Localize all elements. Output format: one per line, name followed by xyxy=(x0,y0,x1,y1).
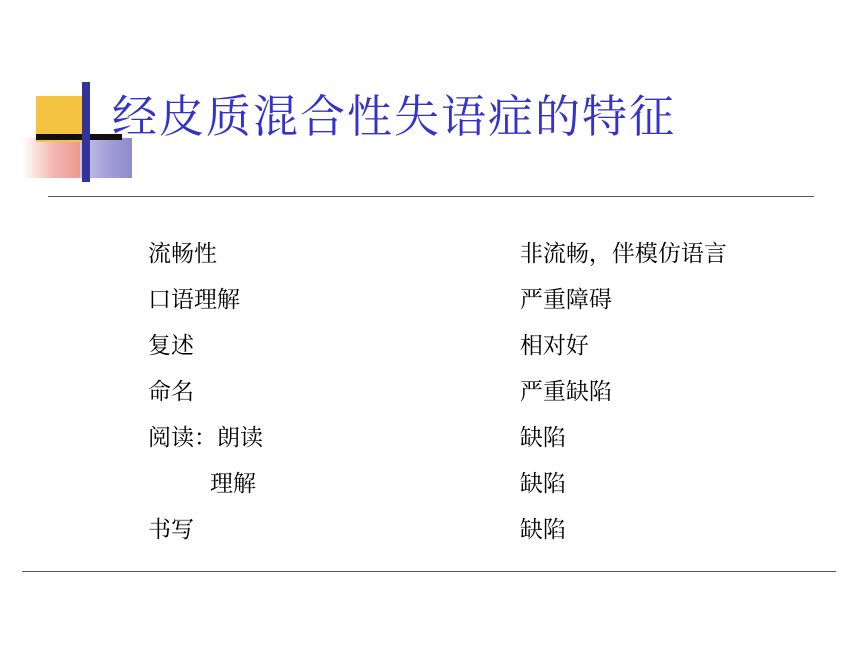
row-value: 相对好 xyxy=(519,332,589,359)
feature-table xyxy=(148,228,788,550)
row-value: 严重缺陷 xyxy=(519,378,612,405)
row-value: 缺陷 xyxy=(519,470,566,497)
table-row xyxy=(148,458,788,504)
row-value: 非流畅，伴模仿语言 xyxy=(519,240,727,267)
row-term: 流畅性 xyxy=(148,240,217,267)
ornament-horizontal-bar xyxy=(36,134,122,140)
row-term: 书写 xyxy=(148,516,194,543)
table-row xyxy=(148,228,788,274)
ornament-pink-gradient xyxy=(22,138,80,178)
table-row xyxy=(148,366,788,412)
footer-divider xyxy=(22,571,836,572)
ornament-vertical-bar xyxy=(82,82,90,182)
slide-title: 经皮质混合性失语症的特征 xyxy=(112,90,677,143)
table-row xyxy=(148,412,788,458)
table-row xyxy=(148,274,788,320)
table-row xyxy=(148,320,788,366)
title-divider xyxy=(48,196,814,197)
row-term: 理解 xyxy=(210,470,256,497)
table-row xyxy=(148,504,788,550)
row-term: 口语理解 xyxy=(148,286,240,313)
row-value: 严重障碍 xyxy=(519,286,612,313)
row-term: 命名 xyxy=(148,378,194,405)
row-value: 缺陷 xyxy=(519,516,566,543)
row-term: 复述 xyxy=(148,332,194,359)
row-value: 缺陷 xyxy=(519,424,566,451)
row-term: 阅读：朗读 xyxy=(148,424,263,451)
